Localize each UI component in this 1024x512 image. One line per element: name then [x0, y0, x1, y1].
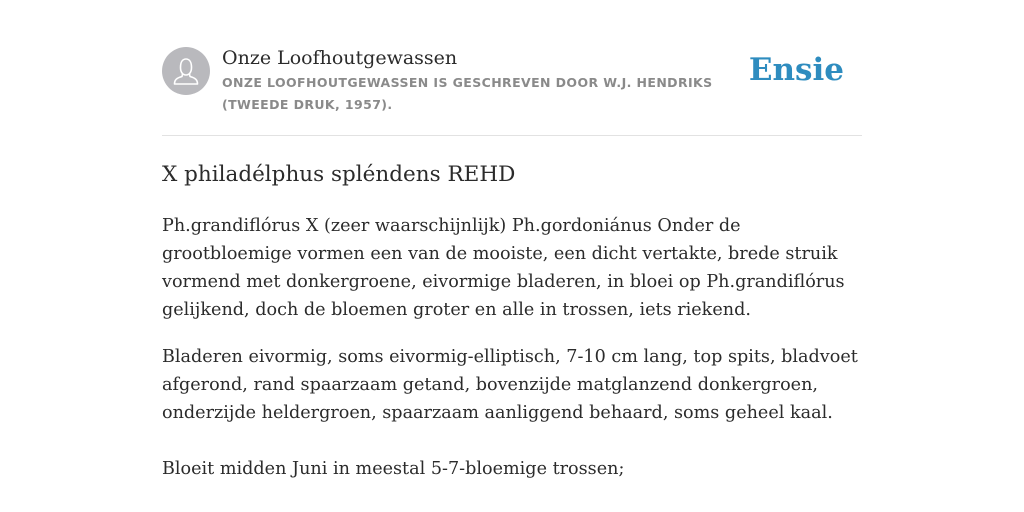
entry-content	[162, 158, 862, 483]
book-header	[162, 44, 862, 136]
entry-paragraph: Ph.grandiflórus X (zeer waarschijnlijk) Ph.gordoniánus Onder de grootbloemige vormen een van de mooiste, een dicht vertakte, brede struik vormend met donkergroene, eivormige bladeren, in bloei op Ph.grandiflórus gelijkend, doch de bloemen groter en alle in trossen, iets riekend.	[162, 216, 845, 320]
book-title[interactable]: Onze Loofhoutgewassen	[222, 47, 458, 69]
user-silhouette-icon	[162, 47, 210, 95]
entry-paragraph: Bladeren eivormig, soms eivormig-elliptisch, 7-10 cm lang, top spits, bladvoet afgerond, rand spaarzaam getand, bovenzijde matglanzend donkergroen, onderzijde heldergroen, spaarzaam aanliggend behaard, soms geheel kaal.	[162, 347, 858, 423]
entry-paragraph: Bloeit midden Juni in meestal 5-7-bloemige trossen;	[162, 459, 625, 479]
book-subtitle: ONZE LOOFHOUTGEWASSEN IS GESCHREVEN DOOR W.J. HENDRIKS (TWEEDE DRUK, 1957).	[222, 75, 713, 112]
brand-logo[interactable]: Ensie	[748, 52, 844, 88]
entry-heading: X philadélphus spléndens REHD	[162, 162, 516, 187]
